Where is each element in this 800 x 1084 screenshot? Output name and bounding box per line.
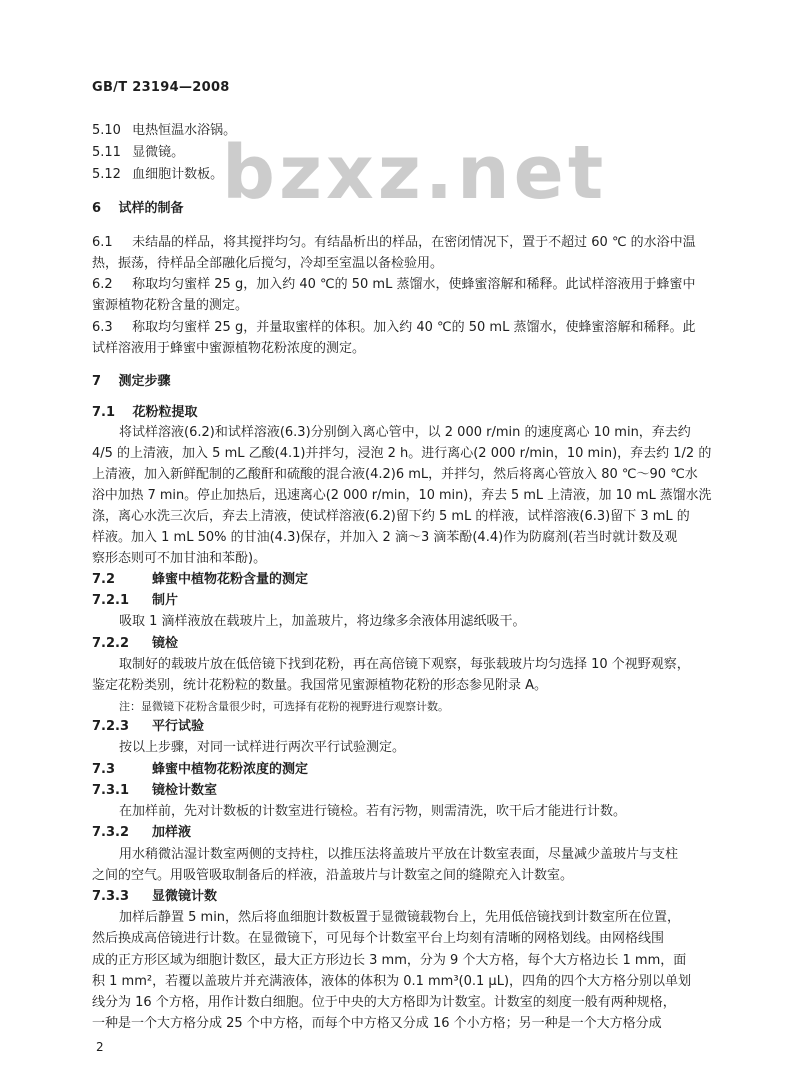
section-number: 7.2 [92, 572, 116, 587]
paragraph-7-2-2-line-1: 取制好的载玻片放在低倍镜下找到花粉，再在高倍镜下观察，每张载玻片均匀选择 10 个视野观察， [119, 657, 690, 672]
section-title: 花粉粒提取 [132, 405, 198, 420]
paragraph-7-3-3-line-4: 积 1 mm²，若覆以盖玻片并充满液体，液体的体积为 0.1 mm³(0.1 μL)，四角的四个大方格分别以单划 [92, 974, 692, 989]
section-6-heading [92, 199, 184, 219]
section-7-3-2-heading [92, 823, 191, 843]
paragraph-7-3-2-line-1: 用水稍微沾湿计数室两侧的支持柱，以推压法将盖玻片平放在计数室表面，尽量减少盖玻片与支柱 [119, 847, 679, 862]
section-number: 7.3 [92, 762, 116, 777]
section-number: 7.1 [92, 405, 116, 420]
section-7-2-heading [92, 570, 308, 590]
section-number: 7 [92, 374, 102, 389]
section-7-3-heading [92, 760, 308, 780]
section-number: 7.2.2 [92, 636, 130, 651]
section-title: 加样液 [152, 825, 192, 840]
clause-text: 称取均匀蜜样 25 g，加入约 40 ℃的 50 mL 蒸馏水，使蜂蜜溶解和稀释。此试样溶液用于蜂蜜中 [132, 277, 696, 292]
section-number: 7.3.2 [92, 825, 130, 840]
paragraph-7-1-line-5: 涤，离心水洗三次后，弃去上清液，使试样溶液(6.2)留下约 5 mL 的样液，试样溶液(6.3)留下 3 mL 的 [92, 509, 690, 524]
clause-number: 5.11 [92, 145, 121, 160]
section-7-2-3-heading [92, 717, 204, 737]
section-title: 显微镜计数 [152, 889, 218, 904]
section-title: 平行试验 [152, 719, 205, 734]
paragraph-7-1-line-1: 将试样溶液(6.2)和试样溶液(6.3)分别倒入离心管中，以 2 000 r/min 的速度离心 10 min，弃去约 [119, 425, 691, 440]
paragraph-7-3-2-line-2: 之间的空气。用吸管吸取制备后的样液，沿盖玻片与计数室之间的缝隙充入计数室。 [92, 868, 574, 883]
paragraph-7-3-3-line-2: 然后换成高倍镜进行计数。在显微镜下，可见每个计数室平台上均刻有清晰的网格划线。由网格线围 [92, 931, 665, 946]
clause-6-2-cont: 蜜源植物花粉含量的测定。 [92, 298, 249, 313]
clause-text: 显微镜。 [132, 145, 185, 160]
paragraph-7-3-3-line-1: 加样后静置 5 min，然后将血细胞计数板置于显微镜载物台上，先用低倍镜找到计数室所在位置， [119, 910, 681, 925]
paragraph-7-3-3-line-6: 一种是一个大方格分成 25 个中方格，而每个中方格又分成 16 个小方格；另一种是一个大方格分成 [92, 1016, 662, 1031]
section-title: 镜检计数室 [152, 783, 218, 798]
clause-text: 血细胞计数板。 [132, 167, 224, 182]
section-number: 7.2.1 [92, 593, 130, 608]
clause-6-1 [92, 233, 696, 253]
paragraph-7-1-line-3: 上清液，加入新鲜配制的乙酸酐和硫酸的混合液(4.2)6 mL，并拌匀，然后将离心管放入 80 ℃～90 ℃水 [92, 467, 698, 482]
clause-number: 6.3 [92, 320, 113, 335]
note-7-2-2: 注：显微镜下花粉含量很少时，可选择有花粉的视野进行观察计数。 [119, 700, 449, 713]
clause-text: 电热恒温水浴锅。 [132, 123, 237, 138]
item-5-10 [92, 121, 236, 141]
section-7-3-1-heading [92, 781, 217, 801]
section-title: 试样的制备 [118, 201, 184, 216]
section-7-2-2-heading [92, 634, 178, 654]
section-number: 7.3.3 [92, 889, 130, 904]
clause-6-1-cont: 热，振荡，待样品全部融化后搅匀，冷却至室温以备检验用。 [92, 256, 444, 271]
clause-text: 称取均匀蜜样 25 g，并量取蜜样的体积。加入约 40 ℃的 50 mL 蒸馏水，使蜂蜜溶解和稀释。此 [132, 320, 696, 335]
clause-6-3 [92, 318, 695, 338]
item-5-11 [92, 143, 184, 163]
paragraph-7-3-1: 在加样前，先对计数板的计数室进行镜检。若有污物，则需清洗，吹干后才能进行计数。 [119, 804, 627, 819]
section-title: 蜂蜜中植物花粉含量的测定 [152, 572, 309, 587]
section-7-heading [92, 372, 171, 392]
clause-number: 5.10 [92, 123, 121, 138]
clause-text: 未结晶的样品，将其搅拌均匀。有结晶析出的样品，在密闭情况下，置于不超过 60 ℃ 的水浴中温 [132, 235, 696, 250]
paragraph-7-1-line-2: 4/5 的上清液，加入 5 mL 乙酸(4.1)并拌匀，浸泡 2 h。进行离心(2 000 r/min，10 min)，弃去约 1/2 的 [92, 446, 712, 461]
page-number: 2 [96, 1040, 104, 1054]
section-7-2-1-heading [92, 591, 178, 611]
clause-number: 6.1 [92, 235, 113, 250]
clause-number: 5.12 [92, 167, 121, 182]
watermark: bzxz.net [222, 130, 608, 216]
section-title: 镜检 [152, 636, 179, 651]
section-title: 测定步骤 [118, 374, 171, 389]
section-7-1-heading [92, 403, 198, 423]
paragraph-7-1-line-7: 察形态则可不加甘油和苯酚)。 [92, 551, 267, 566]
paragraph-7-3-3-line-3: 成的正方形区域为细胞计数区，最大正方形边长 3 mm，分为 9 个大方格，每个大方格边长 1 mm，面 [92, 953, 687, 968]
section-title: 蜂蜜中植物花粉浓度的测定 [152, 762, 309, 777]
section-number: 7.2.3 [92, 719, 130, 734]
section-title: 制片 [152, 593, 179, 608]
standard-number: GB/T 23194—2008 [92, 80, 230, 95]
section-number: 7.3.1 [92, 783, 130, 798]
paragraph-7-1-line-4: 浴中加热 7 min。停止加热后，迅速离心(2 000 r/min，10 min)，弃去 5 mL 上清液，加 10 mL 蒸馏水洗 [92, 488, 712, 503]
item-5-12 [92, 165, 223, 185]
clause-number: 6.2 [92, 277, 113, 292]
clause-6-3-cont: 试样溶液用于蜂蜜中蜜源植物花粉浓度的测定。 [92, 341, 366, 356]
paragraph-7-2-3: 按以上步骤，对同一试样进行两次平行试验测定。 [119, 740, 406, 755]
clause-6-2 [92, 275, 695, 295]
paragraph-7-1-line-6: 样液。加入 1 mL 50% 的甘油(4.3)保存，并加入 2 滴～3 滴苯酚(4.4)作为防腐剂(若当时就计数及观 [92, 530, 678, 545]
paragraph-7-2-1: 吸取 1 滴样液放在载玻片上，加盖玻片，将边缘多余液体用滤纸吸干。 [119, 614, 526, 629]
paragraph-7-2-2-line-2: 鉴定花粉类别，统计花粉粒的数量。我国常见蜜源植物花粉的形态参见附录 A。 [92, 678, 548, 693]
section-7-3-3-heading [92, 887, 217, 907]
section-number: 6 [92, 201, 102, 216]
paragraph-7-3-3-line-5: 线分为 16 个方格，用作计数白细胞。位于中央的大方格即为计数室。计数室的刻度一般有两种规格， [92, 995, 676, 1010]
